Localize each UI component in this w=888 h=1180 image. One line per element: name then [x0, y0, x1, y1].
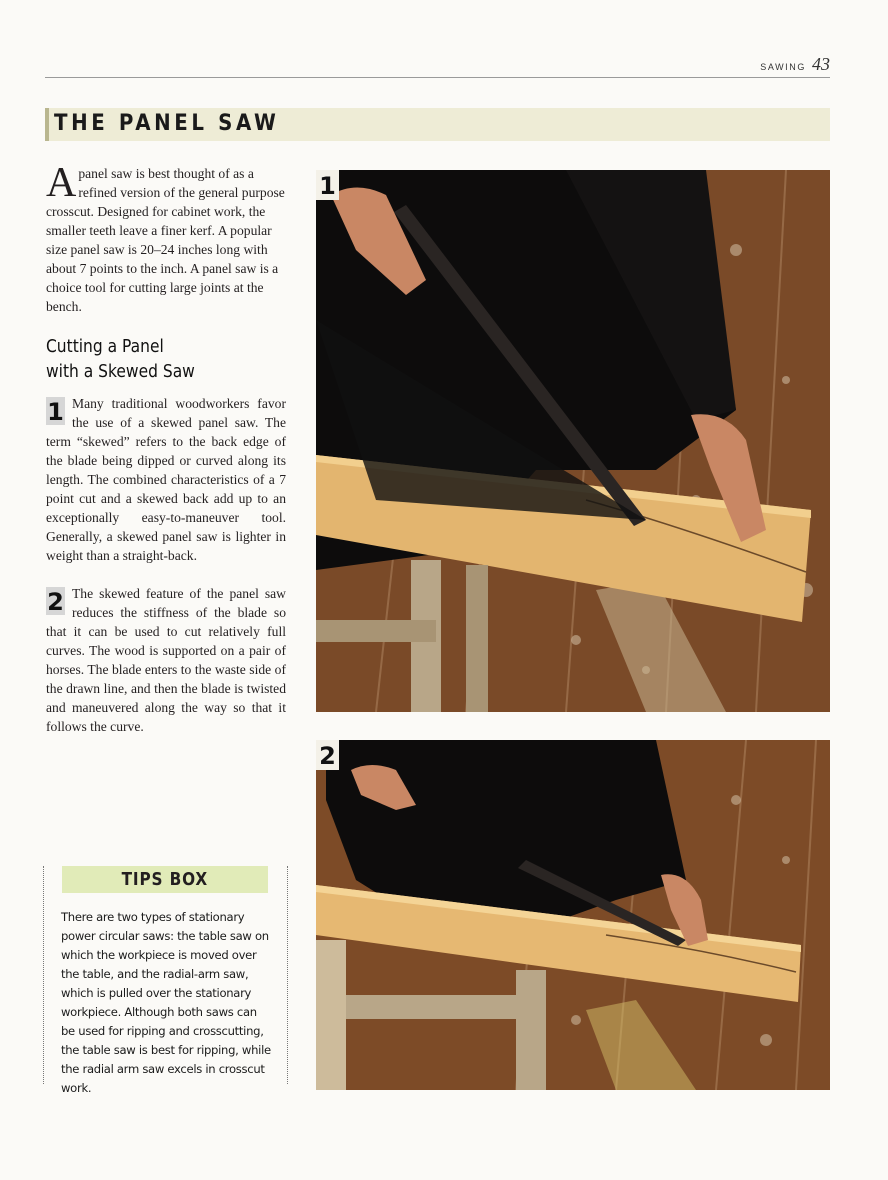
- subhead-line-2: with a Skewed Saw: [46, 361, 195, 382]
- intro-paragraph: [46, 160, 286, 316]
- step-1: [46, 394, 286, 565]
- subhead-line-1: Cutting a Panel: [46, 336, 164, 357]
- step-1-text: Many traditional woodworkers favor the use of a skewed panel saw. The term “skewed” refers to the back edge of the blade being dipped or curved along its length. The combined characteristics of a 7 point cut and a skewed back add up to an exceptionally easy-to-maneuver tool. Generally, a skewed panel saw is lighter in weight than a straight-back.: [46, 396, 286, 563]
- step-1-number: 1: [47, 398, 64, 426]
- running-head-section: SAWING: [760, 62, 806, 72]
- photo-2-badge: 2: [316, 740, 339, 770]
- page-title: THE PANEL SAW: [54, 111, 280, 136]
- step-2: [46, 584, 286, 736]
- running-head: [760, 54, 830, 75]
- tips-box-header: [62, 866, 268, 893]
- title-band: [45, 108, 830, 141]
- intro-text: panel saw is best thought of as a refined version of the general purpose crosscut. Designed for cabinet work, the smaller teeth leave a finer kerf. A popular size panel saw is 20–24 inches long with about 7 points to the inch. A panel saw is a choice tool for cutting large joints at the bench.: [46, 166, 285, 314]
- tips-box-text: There are two types of stationary power circular saws: the table saw on which the workpiece is moved over the table, and the radial-arm saw, which is pulled over the stationary workpiece. Although both saws can be used for ripping and crosscutting, the table saw is best for ripping, while the radial arm saw excels in crosscut work.: [61, 910, 271, 1095]
- photo-step-1-illustration: [316, 170, 830, 712]
- header-rule: [45, 77, 830, 78]
- page-number: 43: [812, 54, 830, 74]
- photo-step-1: [316, 170, 830, 712]
- tips-box: [43, 866, 288, 1095]
- tips-box-title: TIPS BOX: [121, 869, 209, 890]
- photo-1-badge: 1: [316, 170, 339, 200]
- photo-step-2: [316, 740, 830, 1090]
- photo-step-2-illustration: [316, 740, 830, 1090]
- drop-cap: A: [46, 160, 77, 206]
- section-subhead: [46, 334, 252, 384]
- title-band-accent: [45, 108, 49, 141]
- step-2-number: 2: [47, 588, 64, 616]
- step-2-text: The skewed feature of the panel saw reduces the stiffness of the blade so that it can be used to cut relatively full curves. The wood is supported on a pair of horses. The blade enters to the waste side of the drawn line, and then the blade is twisted and maneuvered along the way so that it follows the curve.: [46, 586, 286, 734]
